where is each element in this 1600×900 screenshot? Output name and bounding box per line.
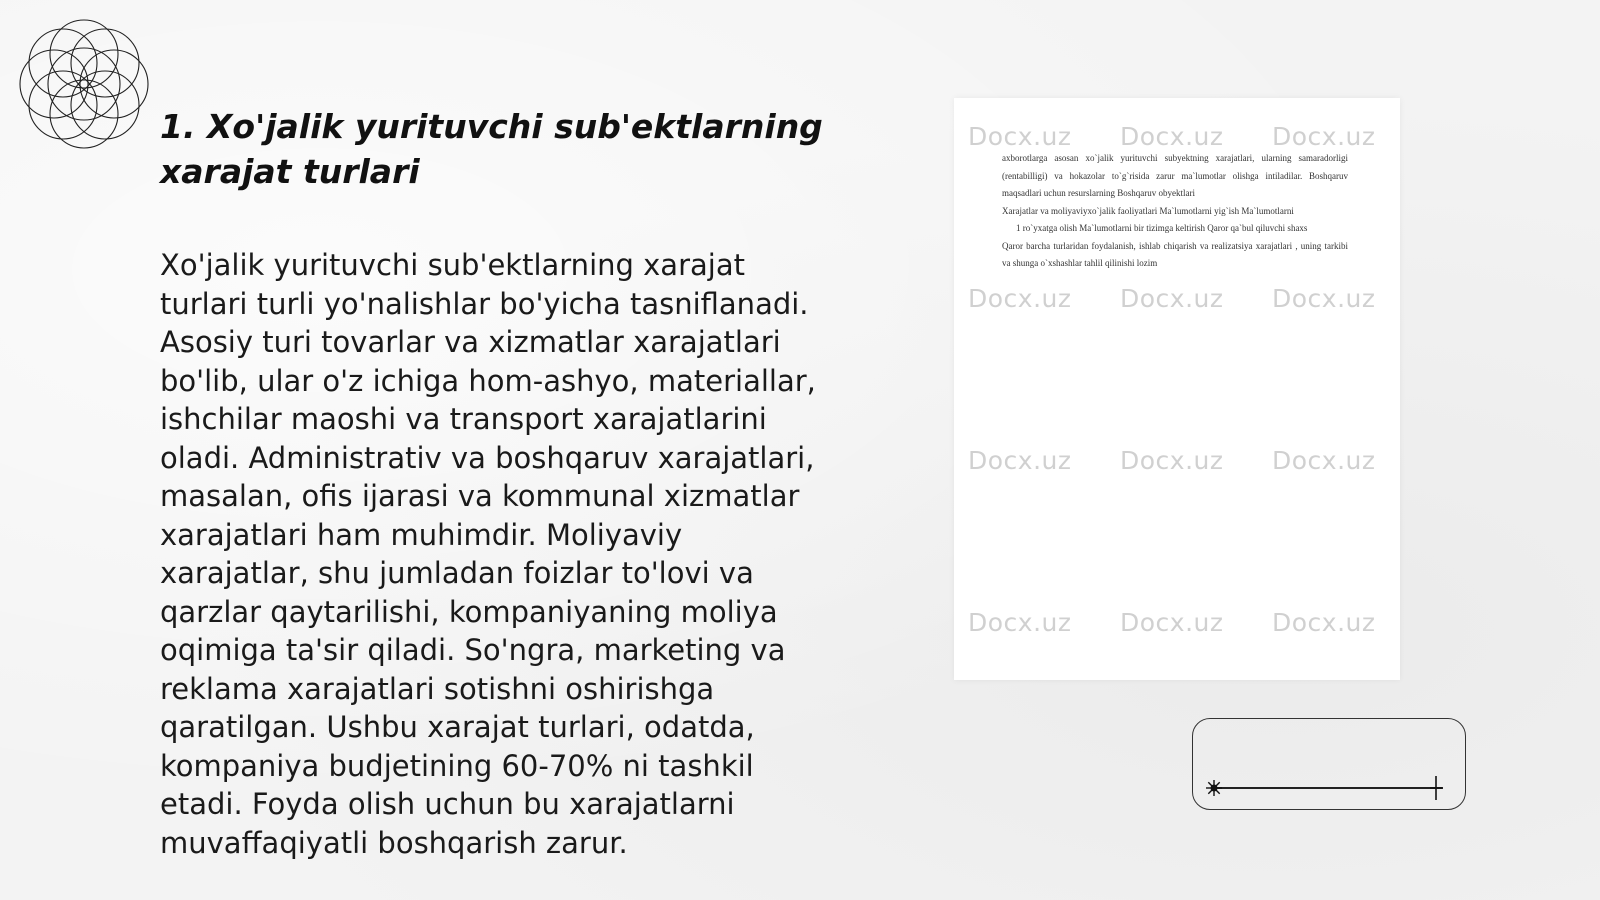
watermark: Docx.uz <box>1120 608 1224 637</box>
watermark: Docx.uz <box>1272 284 1376 313</box>
slider-track[interactable] <box>1213 787 1443 789</box>
plus-icon[interactable] <box>1429 775 1443 801</box>
document-text <box>1002 150 1348 273</box>
watermark: Docx.uz <box>1272 608 1376 637</box>
watermark: Docx.uz <box>968 608 1072 637</box>
document-paragraph: Qaror barcha turlaridan foydalanish, ishlab chiqarish va realizatsiya xarajatlari , uning tarkibi va shunga o`xshashlar tahlil qilinishi lozim <box>1002 240 1348 268</box>
slide-title: 1. Xo'jalik yurituvchi sub'ektlarning xarajat turlari <box>160 107 823 191</box>
document-preview-image <box>954 98 1400 680</box>
brightness-slider[interactable] <box>1192 718 1466 810</box>
watermark: Docx.uz <box>1272 122 1376 151</box>
document-paragraph: axborotlarga asosan xo`jalik yurituvchi subyektning xarajatlari, ularning samaradorligi (rentabilligi) va hokazolar to`g`risida zarur ma`lumotlar olishga intiladilar. Boshqaruv maqsadlari uchun resurslarning Boshqaruv obyektlari <box>1002 153 1348 198</box>
watermark: Docx.uz <box>968 446 1072 475</box>
document-paragraph: Xarajatlar va moliyaviyxo`jalik faoliyatlari Ma`lumotlarni yig`ish Ma`lumotlarni <box>1002 205 1294 216</box>
sun-icon <box>1205 779 1223 797</box>
watermark: Docx.uz <box>1120 122 1224 151</box>
slide-body-text: Xo'jalik yurituvchi sub'ektlarning xarajat turlari turli yo'nalishlar bo'yicha tasniflanadi. Asosiy turi tovarlar va xizmatlar xarajatlari bo'lib, ular o'z ichiga hom-ashyo, materiallar, ishchilar maoshi va transport xarajatlarini oladi. Administrativ va boshqaruv xarajatlari, masalan, ofis ijarasi va kommunal xizmatlar xarajatlari ham muhimdir. Moliyaviy xarajatlar, shu jumladan foizlar to'lovi va qarzlar qaytarilishi, kompaniyaning moliya oqimiga ta'sir qiladi. So'ngra, marketing va reklama xarajatlari sotishni oshirishga qaratilgan. Ushbu xarajat turlari, odatda, kompaniya budjetining 60-70% ni tashkil etadi. Foyda olish uchun bu xarajatlarni muvaffaqiyatli boshqarish zarur. <box>160 248 816 860</box>
watermark: Docx.uz <box>1120 284 1224 313</box>
watermark: Docx.uz <box>968 284 1072 313</box>
decorative-rosette-icon <box>10 10 158 158</box>
watermark: Docx.uz <box>1272 446 1376 475</box>
watermark: Docx.uz <box>968 122 1072 151</box>
document-list-item: 1 ro`yxatga olish Ma`lumotlarni bir tizimga keltirish Qaror qa`bul qiluvchi shaxs <box>1016 223 1308 233</box>
watermark: Docx.uz <box>1120 446 1224 475</box>
